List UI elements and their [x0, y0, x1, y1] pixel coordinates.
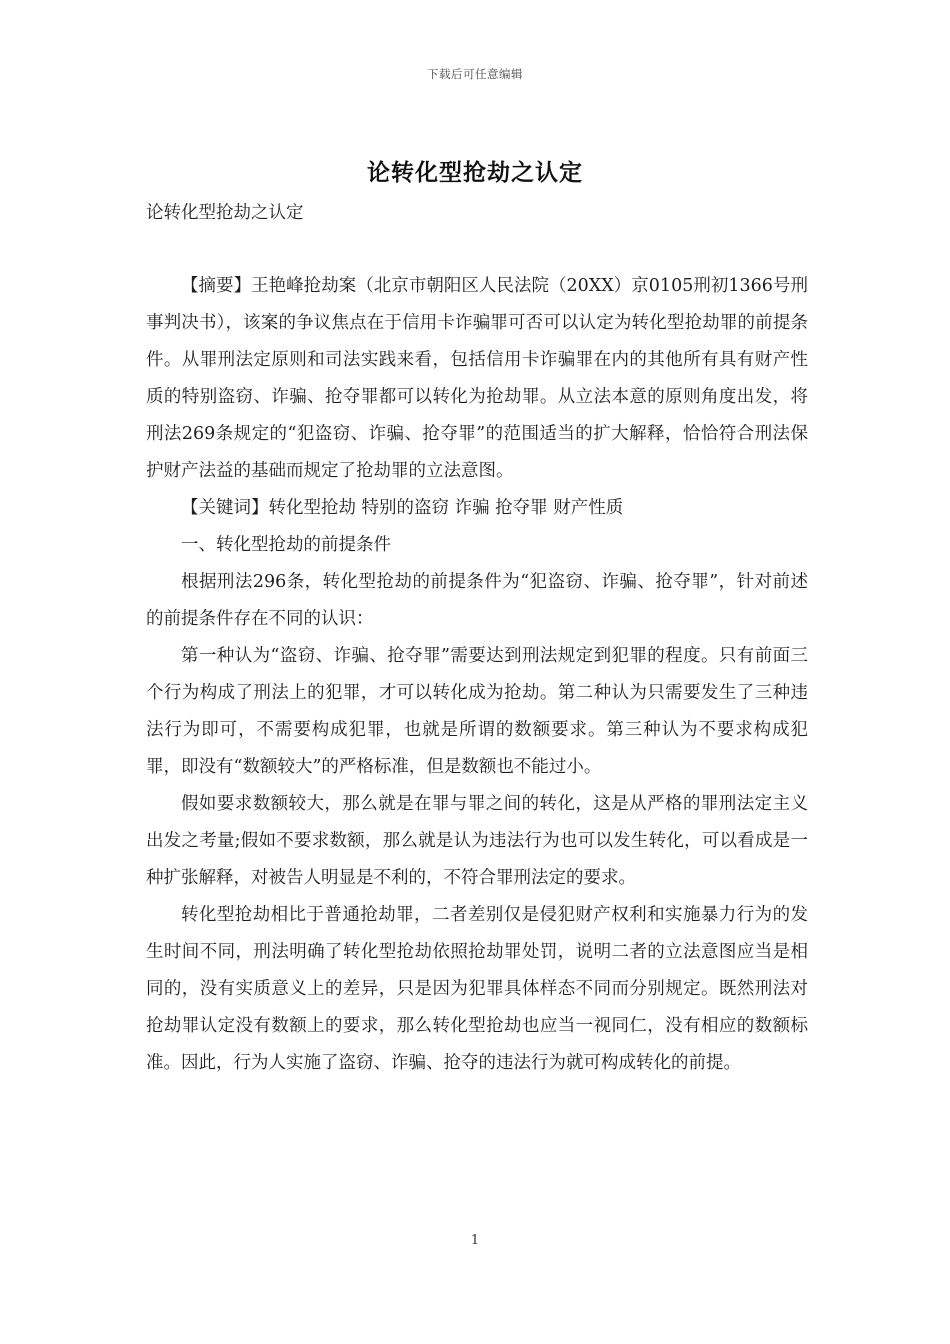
section-heading: 一、转化型抢劫的前提条件 — [181, 535, 391, 555]
document-title: 论转化型抢劫之认定 — [367, 159, 583, 186]
body-paragraph: 假如要求数额较大，那么就是在罪与罪之间的转化，这是从严格的罪刑法定主义出发之考量;假如不要求数额，那么就是认为违法行为也可以发生转化，可以看成是一种扩张解释，对被告人明显是不利的，不符合罪刑法定的要求。 — [146, 794, 808, 888]
body-paragraph: 根据刑法296条，转化型抢劫的前提条件为“犯盗窃、诈骗、抢夺罪”，针对前述的前提条件存在不同的认识： — [146, 572, 808, 629]
page-number: 1 — [470, 1233, 480, 1248]
document-body — [146, 268, 808, 1082]
document-subtitle: 论转化型抢劫之认定 — [146, 203, 304, 223]
page-header-note: 下载后可任意编辑 — [427, 67, 523, 81]
keywords-paragraph: 【关键词】转化型抢劫 特别的盗窃 诈骗 抢夺罪 财产性质 — [181, 498, 624, 518]
body-paragraph: 第一种认为“盗窃、诈骗、抢夺罪”需要达到刑法规定到犯罪的程度。只有前面三个行为构成了刑法上的犯罪，才可以转化成为抢劫。第二种认为只需要发生了三种违法行为即可，不需要构成犯罪，也就是所谓的数额要求。第三种认为不要求构成犯罪，即没有“数额较大”的严格标准，但是数额也不能过小。 — [146, 646, 808, 777]
abstract-paragraph: 【摘要】王艳峰抢劫案（北京市朝阳区人民法院（20XX）京0105刑初1366号刑事判决书），该案的争议焦点在于信用卡诈骗罪可否可以认定为转化型抢劫罪的前提条件。从罪刑法定原则和司法实践来看，包括信用卡诈骗罪在内的其他所有具有财产性质的特别盗窃、诈骗、抢夺罪都可以转化为抢劫罪。从立法本意的原则角度出发，将刑法269条规定的“犯盗窃、诈骗、抢夺罪”的范围适当的扩大解释，恰恰符合刑法保护财产法益的基础而规定了抢劫罪的立法意图。 — [146, 276, 808, 481]
body-paragraph: 转化型抢劫相比于普通抢劫罪，二者差别仅是侵犯财产权利和实施暴力行为的发生时间不同，刑法明确了转化型抢劫依照抢劫罪处罚，说明二者的立法意图应当是相同的，没有实质意义上的差异，只是因为犯罪具体样态不同而分别规定。既然刑法对抢劫罪认定没有数额上的要求，那么转化型抢劫也应当一视同仁，没有相应的数额标准。因此，行为人实施了盗窃、诈骗、抢夺的违法行为就可构成转化的前提。 — [146, 905, 808, 1073]
